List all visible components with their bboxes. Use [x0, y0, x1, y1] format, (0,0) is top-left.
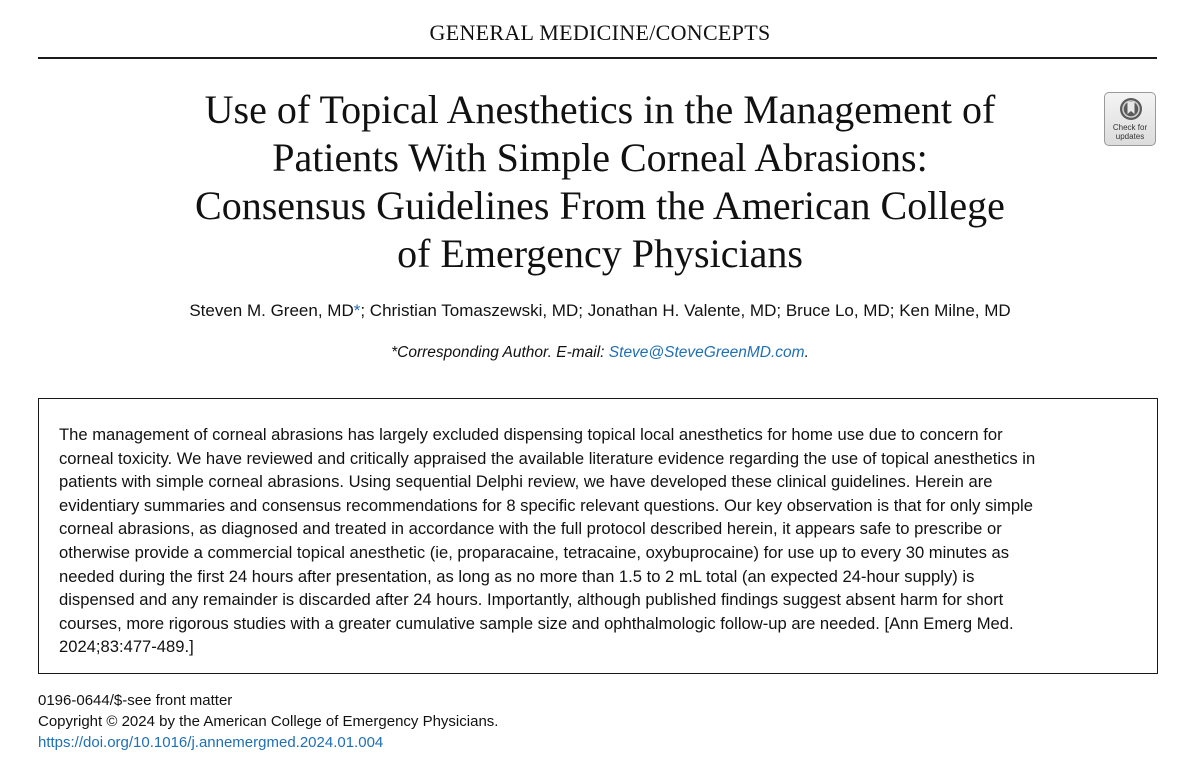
- abstract-line: patients with simple corneal abrasions. Using sequential Delphi review, we have developed these clinical guidelines. Herein are: [59, 472, 993, 492]
- abstract-line: evidentiary summaries and consensus recommendations for 8 specific relevant questions. Our key observation is that for only simple: [59, 495, 1033, 515]
- abstract-box: [38, 398, 1158, 674]
- corresponding-label: *Corresponding Author. E-mail:: [391, 344, 609, 361]
- other-authors: ; Christian Tomaszewski, MD; Jonathan H. Valente, MD; Bruce Lo, MD; Ken Milne, MD: [360, 301, 1011, 320]
- abstract-line: courses, more rigorous studies with a greater cumulative sample size and ophthalmologic follow-up are needed. [Ann Emerg Med.: [59, 613, 1014, 633]
- check-for-updates-button[interactable]: [1104, 92, 1156, 146]
- copyright-line: Copyright © 2024 by the American College of Emergency Physicians.: [38, 713, 499, 730]
- abstract-line: needed during the first 24 hours after presentation, as long as no more than 1.5 to 2 mL total (an expected 24-hour supply) is: [59, 566, 975, 586]
- abstract-text: [59, 423, 1139, 659]
- first-author: Steven M. Green, MD: [189, 301, 354, 320]
- abstract-line: 2024;83:477-489.]: [59, 637, 194, 657]
- corresponding-author-note: [0, 344, 1200, 362]
- author-list: [0, 301, 1200, 321]
- abstract-line: otherwise provide a commercial topical anesthetic (ie, proparacaine, tetracaine, oxybuprocaine) for use up to every 30 minutes as: [59, 542, 1010, 562]
- title-line: Consensus Guidelines From the American College: [195, 183, 1005, 228]
- email-link[interactable]: Steve@SteveGreenMD.com: [608, 344, 805, 361]
- abstract-line: dispensed and any remainder is discarded after 24 hours. Importantly, although published findings suggest absent harm for short: [59, 590, 1004, 610]
- section-label: GENERAL MEDICINE/CONCEPTS: [429, 20, 771, 45]
- abstract-line: corneal toxicity. We have reviewed and critically appraised the available literature evidence regarding the use of topical anesthetics in: [59, 448, 1036, 468]
- abstract-line: corneal abrasions, as diagnosed and treated in accordance with the full protocol described herein, it appears safe to prescribe or: [59, 519, 1002, 539]
- doi-link[interactable]: https://doi.org/10.1016/j.annemergmed.2024.01.004: [38, 734, 384, 751]
- title-line: Use of Topical Anesthetics in the Management of: [204, 87, 996, 132]
- publication-footer: [38, 690, 498, 753]
- abstract-line: The management of corneal abrasions has largely excluded dispensing topical local anesthetics for home use due to concern for: [59, 425, 1003, 444]
- title-line: Patients With Simple Corneal Abrasions:: [272, 135, 928, 180]
- title-line: of Emergency Physicians: [397, 231, 803, 276]
- header-rule: [38, 57, 1157, 59]
- badge-label: Check for: [1112, 123, 1148, 132]
- issn-line: 0196-0644/$-see front matter: [38, 692, 233, 709]
- corresponding-marker-link[interactable]: *: [353, 301, 361, 320]
- article-title: [150, 86, 1050, 278]
- bookmark-refresh-icon: [1119, 97, 1143, 123]
- badge-label: updates: [1115, 132, 1145, 141]
- corresponding-trailing: .: [804, 344, 809, 361]
